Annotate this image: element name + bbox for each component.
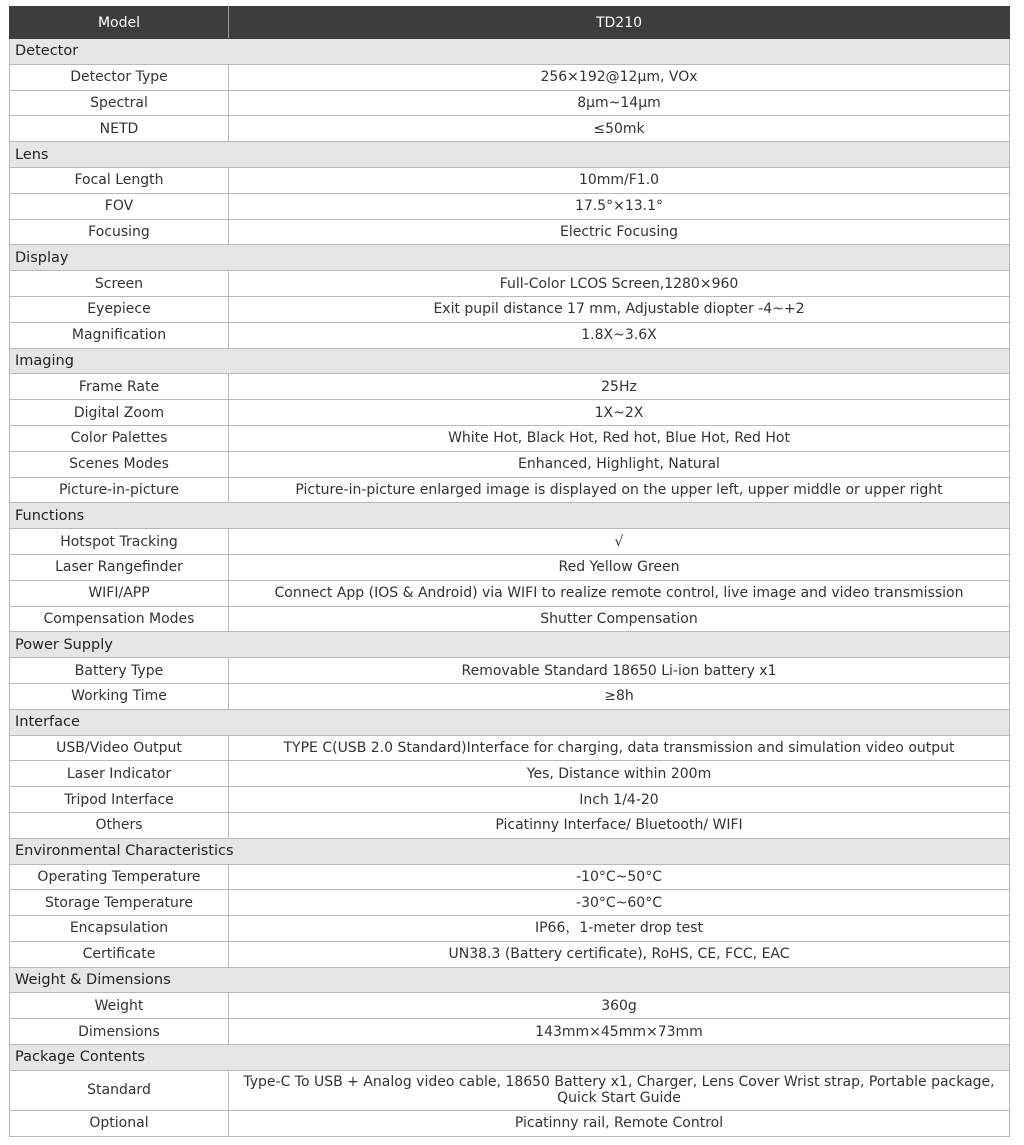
section-title: Power Supply	[10, 632, 1010, 658]
spec-label: Compensation Modes	[10, 606, 229, 632]
spec-value: Inch 1/4-20	[229, 787, 1010, 813]
spec-row	[10, 451, 1010, 477]
section-row	[10, 838, 1010, 864]
spec-row	[10, 296, 1010, 322]
spec-row	[10, 64, 1010, 90]
header-model-value: TD210	[229, 7, 1010, 39]
spec-body	[10, 39, 1010, 1137]
spec-value: 256×192@12μm, VOx	[229, 64, 1010, 90]
spec-row	[10, 658, 1010, 684]
spec-label: Storage Temperature	[10, 890, 229, 916]
spec-value: 8μm~14μm	[229, 90, 1010, 116]
spec-label: USB/Video Output	[10, 735, 229, 761]
section-row	[10, 967, 1010, 993]
spec-value: 10mm/F1.0	[229, 167, 1010, 193]
spec-row	[10, 941, 1010, 967]
spec-row	[10, 477, 1010, 503]
spec-value: Red Yellow Green	[229, 554, 1010, 580]
spec-value: Exit pupil distance 17 mm, Adjustable diopter -4~+2	[229, 296, 1010, 322]
spec-row	[10, 193, 1010, 219]
spec-label: Focal Length	[10, 167, 229, 193]
spec-value: 360g	[229, 993, 1010, 1019]
spec-value: Shutter Compensation	[229, 606, 1010, 632]
spec-label: Scenes Modes	[10, 451, 229, 477]
spec-value: Connect App (IOS & Android) via WIFI to realize remote control, live image and video transmission	[229, 580, 1010, 606]
section-row	[10, 39, 1010, 65]
spec-label: Standard	[10, 1070, 229, 1110]
header-model-label: Model	[10, 7, 229, 39]
spec-value: White Hot, Black Hot, Red hot, Blue Hot, Red Hot	[229, 425, 1010, 451]
spec-row	[10, 90, 1010, 116]
spec-label: Weight	[10, 993, 229, 1019]
spec-value: ≤50mk	[229, 116, 1010, 142]
spec-row	[10, 116, 1010, 142]
spec-value: -30°C~60°C	[229, 890, 1010, 916]
spec-label: Optional	[10, 1110, 229, 1136]
spec-row	[10, 271, 1010, 297]
section-row	[10, 632, 1010, 658]
section-title: Weight & Dimensions	[10, 967, 1010, 993]
spec-label: Frame Rate	[10, 374, 229, 400]
spec-value: UN38.3 (Battery certificate), RoHS, CE, FCC, EAC	[229, 941, 1010, 967]
spec-value: Yes, Distance within 200m	[229, 761, 1010, 787]
section-row	[10, 709, 1010, 735]
spec-label: Picture-in-picture	[10, 477, 229, 503]
spec-row	[10, 890, 1010, 916]
spec-row	[10, 1019, 1010, 1045]
spec-label: Hotspot Tracking	[10, 529, 229, 555]
spec-label: Working Time	[10, 683, 229, 709]
spec-row	[10, 916, 1010, 942]
spec-row	[10, 580, 1010, 606]
spec-value: Picatinny Interface/ Bluetooth/ WIFI	[229, 812, 1010, 838]
spec-value: 17.5°×13.1°	[229, 193, 1010, 219]
spec-label: FOV	[10, 193, 229, 219]
spec-label: Tripod Interface	[10, 787, 229, 813]
spec-row	[10, 683, 1010, 709]
section-row	[10, 348, 1010, 374]
spec-label: Dimensions	[10, 1019, 229, 1045]
spec-label: Spectral	[10, 90, 229, 116]
section-row	[10, 503, 1010, 529]
section-title: Detector	[10, 39, 1010, 65]
spec-row	[10, 167, 1010, 193]
spec-label: Detector Type	[10, 64, 229, 90]
section-row	[10, 142, 1010, 168]
spec-value: Full-Color LCOS Screen,1280×960	[229, 271, 1010, 297]
spec-value: 143mm×45mm×73mm	[229, 1019, 1010, 1045]
section-row	[10, 1045, 1010, 1071]
spec-value: TYPE C(USB 2.0 Standard)Interface for charging, data transmission and simulation video output	[229, 735, 1010, 761]
spec-row	[10, 1070, 1010, 1110]
header-row	[10, 7, 1010, 39]
spec-label: Laser Indicator	[10, 761, 229, 787]
spec-label: Laser Rangefinder	[10, 554, 229, 580]
spec-label: Operating Temperature	[10, 864, 229, 890]
spec-label: Screen	[10, 271, 229, 297]
section-row	[10, 245, 1010, 271]
spec-label: Certificate	[10, 941, 229, 967]
spec-label: Color Palettes	[10, 425, 229, 451]
section-title: Imaging	[10, 348, 1010, 374]
spec-value: Electric Focusing	[229, 219, 1010, 245]
spec-label: Encapsulation	[10, 916, 229, 942]
spec-row	[10, 554, 1010, 580]
spec-label: Digital Zoom	[10, 400, 229, 426]
spec-value: 1X~2X	[229, 400, 1010, 426]
spec-value: Type-C To USB + Analog video cable, 18650 Battery x1, Charger, Lens Cover Wrist strap, Portable package, Quick Start Guide	[229, 1070, 1010, 1110]
spec-value: Picture-in-picture enlarged image is displayed on the upper left, upper middle or upper right	[229, 477, 1010, 503]
spec-value: ≥8h	[229, 683, 1010, 709]
section-title: Functions	[10, 503, 1010, 529]
spec-value: √	[229, 529, 1010, 555]
spec-row	[10, 219, 1010, 245]
spec-row	[10, 374, 1010, 400]
section-title: Lens	[10, 142, 1010, 168]
spec-row	[10, 993, 1010, 1019]
spec-value: Enhanced, Highlight, Natural	[229, 451, 1010, 477]
section-title: Display	[10, 245, 1010, 271]
spec-label: Magnification	[10, 322, 229, 348]
spec-row	[10, 787, 1010, 813]
spec-value: Removable Standard 18650 Li-ion battery x1	[229, 658, 1010, 684]
spec-label: Focusing	[10, 219, 229, 245]
spec-row	[10, 400, 1010, 426]
spec-row	[10, 812, 1010, 838]
spec-row	[10, 864, 1010, 890]
spec-row	[10, 322, 1010, 348]
spec-table	[9, 6, 1010, 1137]
spec-row	[10, 761, 1010, 787]
section-title: Interface	[10, 709, 1010, 735]
spec-value: 25Hz	[229, 374, 1010, 400]
section-title: Package Contents	[10, 1045, 1010, 1071]
spec-label: Eyepiece	[10, 296, 229, 322]
spec-row	[10, 1110, 1010, 1136]
spec-value: 1.8X~3.6X	[229, 322, 1010, 348]
spec-label: Battery Type	[10, 658, 229, 684]
spec-row	[10, 735, 1010, 761]
spec-value: IP66，1-meter drop test	[229, 916, 1010, 942]
spec-row	[10, 425, 1010, 451]
spec-value: -10°C~50°C	[229, 864, 1010, 890]
spec-label: NETD	[10, 116, 229, 142]
spec-row	[10, 529, 1010, 555]
spec-row	[10, 606, 1010, 632]
spec-label: WIFI/APP	[10, 580, 229, 606]
spec-value: Picatinny rail, Remote Control	[229, 1110, 1010, 1136]
section-title: Environmental Characteristics	[10, 838, 1010, 864]
spec-label: Others	[10, 812, 229, 838]
